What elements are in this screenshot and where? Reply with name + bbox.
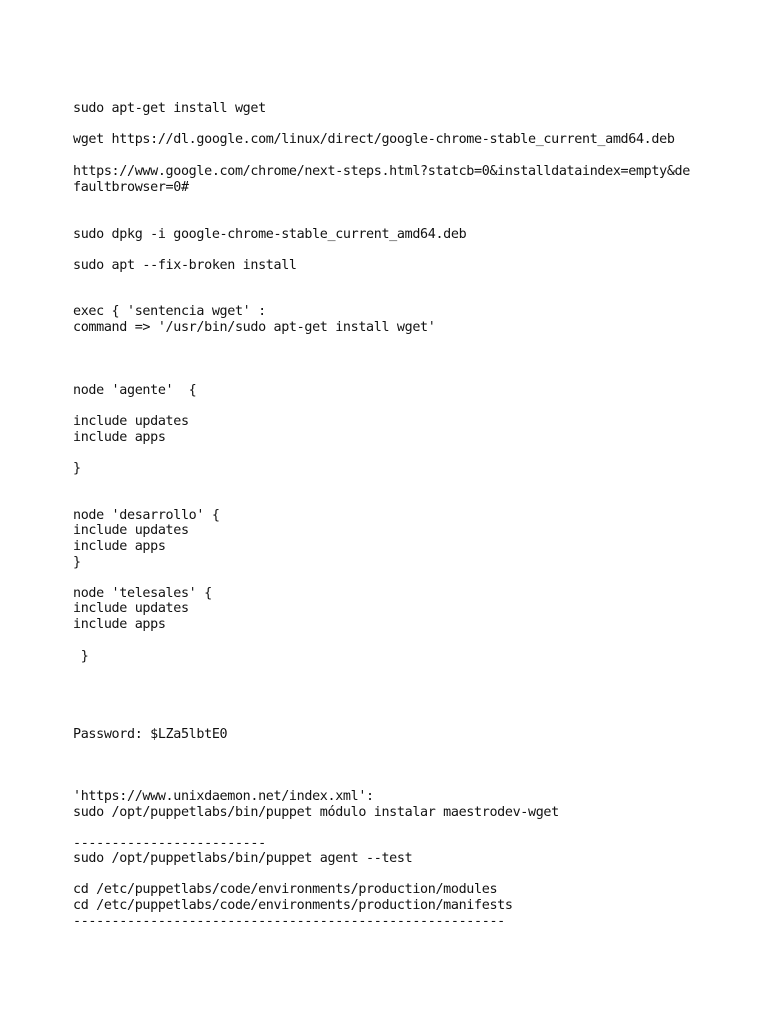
command-cd-manifests: cd /etc/puppetlabs/code/environments/production/manifests [73,898,513,913]
command-fix-broken-install: sudo apt --fix-broken install [73,258,297,273]
chrome-next-steps-url-line-2: faultbrowser=0# [73,180,189,195]
password-line: Password: $LZa5lbtE0 [73,727,228,742]
node-desarrollo-close: } [73,555,81,570]
separator-short: ------------------------- [73,836,266,851]
node-telesales-close: } [73,649,89,664]
command-puppet-module-install: sudo /opt/puppetlabs/bin/puppet módulo instalar maestrodev-wget [73,805,559,820]
exec-command: command => '/usr/bin/sudo apt-get install wget' [73,320,436,335]
command-cd-modules: cd /etc/puppetlabs/code/environments/production/modules [73,882,498,897]
node-telesales-open: node 'telesales' { [73,586,212,601]
node-agente-close: } [73,461,81,476]
command-wget-chrome-deb: wget https://dl.google.com/linux/direct/google-chrome-stable_current_amd64.deb [73,132,675,147]
exec-declaration: exec { 'sentencia wget' : [73,304,266,319]
node-agente-include-apps: include apps [73,430,166,445]
command-install-wget: sudo apt-get install wget [73,101,266,116]
command-dpkg-install-chrome: sudo dpkg -i google-chrome-stable_current_amd64.deb [73,227,467,242]
node-agente-include-updates: include updates [73,414,189,429]
node-telesales-include-apps: include apps [73,617,166,632]
node-desarrollo-include-updates: include updates [73,523,189,538]
node-telesales-include-updates: include updates [73,601,189,616]
node-desarrollo-include-apps: include apps [73,539,166,554]
node-agente-open: node 'agente' { [73,383,197,398]
separator-long: -------------------------------------------------------- [73,914,505,929]
unixdaemon-url: 'https://www.unixdaemon.net/index.xml': [73,789,374,804]
command-puppet-agent-test: sudo /opt/puppetlabs/bin/puppet agent --test [73,851,413,866]
node-desarrollo-open: node 'desarrollo' { [73,508,220,523]
chrome-next-steps-url-line-1: https://www.google.com/chrome/next-steps.html?statcb=0&installdataindex=empty&de [73,164,690,179]
